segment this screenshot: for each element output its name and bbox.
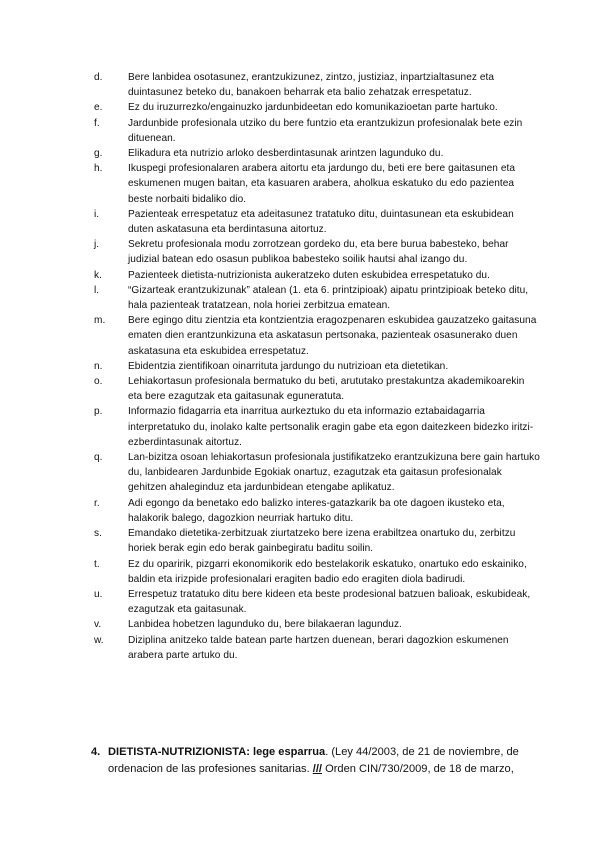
list-item: [94, 283, 540, 313]
list-item-text: Informazio fidagarria eta inarritua aurkeztuko du eta informazio eztabaidagarria interpretatuko du, inolako kalte pertsonalik eragin gabe eta egon daitezkeen bidezko iritzi-ezberdintasunak aitortuz.: [128, 406, 534, 448]
section-body: [108, 744, 545, 778]
list-item-marker: e.: [94, 102, 103, 114]
list-item-text: Jardunbide profesionala utziko du bere funtzio eta erantzukizun profesionalak bete ezin dituenean.: [128, 117, 523, 144]
list-item: [94, 237, 540, 267]
section-law-reference: . (Ley 44/2003, de 21 de noviembre, de ordenacion de las profesiones sanitarias.: [108, 746, 519, 775]
list-item: [94, 100, 540, 115]
list-item-text: Bere egingo ditu zientzia eta kontzientzia eragozpenaren eskubidea gauzatzeko gaitasuna ematen dien erantzunkizuna eta askatasun pertsonaka, pazienteak osasunerako duen askatasuna eta eskubidea errespetatuz.: [128, 315, 537, 357]
list-item-text: Pazienteak errespetatuz eta adeitasunez tratatuko ditu, duintasunean eta eskubidean duten askatasuna eta berdintasuna aitortuz.: [128, 208, 514, 236]
list-item-marker: v.: [94, 619, 102, 631]
list-item: [94, 633, 540, 663]
list-item: [94, 116, 540, 146]
list-item-marker: d.: [94, 72, 103, 83]
list-item-text: Ebidentzia zientifikoan oinarrituta jardungo du nutrizioan eta dietetikan.: [128, 360, 449, 372]
list-item-marker: l.: [94, 284, 100, 296]
list-item-text: Lanbidea hobetzen lagunduko du, bere bilakaeran lagunduz.: [128, 619, 402, 631]
list-item: [94, 557, 540, 587]
list-item: [94, 268, 540, 283]
list-item-text: Errespetuz tratatuko ditu bere kideen eta beste prodesional batzuen balioak, eskubideak, ezagutzak eta gaitasunak.: [128, 588, 531, 616]
list-item-text: Pazienteek dietista-nutrizionista aukeratzeko duten eskubidea errespetatuko du.: [128, 269, 490, 281]
list-item-text: Lan-bizitza osoan lehiakortasun profesionala justifikatzeko erantzukizuna bere gain hartuko du, lanbidearen Jardunbide Egokiak onartuz, ezagutzak eta gaitasun profesionalak gehitzen ahaleginduz eta jardunbidean etengabe aplikatuz.: [128, 452, 540, 494]
list-item: [94, 404, 540, 450]
list-item-text: Bere lanbidea osotasunez, erantzukizunez, zintzo, justiziaz, inpartzialtasunez eta duintasunez beteko du, banakoen beharrak eta balio zehatzak errespetatuz.: [128, 72, 495, 99]
list-item-marker: n.: [94, 360, 103, 372]
list-item-marker: t.: [94, 558, 100, 570]
list-item-text: Ez du iruzurrezko/engainuzko jardunbideetan edo komunikazioetan parte hartuko.: [128, 102, 498, 114]
list-item-text: Emandako dietetika-zerbitzuak ziurtatzeko bere izena erabiltzea onartuko du, zerbitzu horiek berak egin edo berak gainbegiratu baditu soilin.: [128, 528, 516, 555]
list-item-text: Ez du oparirik, pizgarri ekonomikorik edo bestelakorik eskatuko, onartuko edo eskainiko, baldin eta irizpide profesionalari eragiten badio edo eragiten diola badirudi.: [128, 558, 527, 585]
list-item-marker: m.: [94, 315, 106, 327]
list-item: [94, 374, 540, 404]
list-item-marker: r.: [94, 497, 100, 509]
list-item: [94, 450, 540, 496]
list-item-marker: h.: [94, 163, 103, 175]
list-item-text: Adi egongo da benetako edo balizko interes-gatazkarik ba ote dagoen ikusteko eta, halakorik balego, dagozkion neurriak hartuko ditu.: [128, 497, 505, 524]
list-item: [94, 587, 540, 617]
list-item-marker: f.: [94, 117, 100, 129]
list-item-marker: k.: [94, 269, 102, 281]
section-number: 4.: [91, 746, 101, 758]
list-item-text: Ikuspegi profesionalaren arabera aitortu eta jardungo du, beti ere bere gaitasunen eta eskumenen mugen baitan, eta kasuaren arabera, aholkua eskatuko du edo pazientea beste norbaiti bidaliko dio.: [128, 163, 516, 205]
list-item-text: “Gizarteak erantzukizunak” atalean (1. eta 6. printzipioak) aipatu printzipioak beteko ditu, hala pazienteak tratatzean, nola horiei zerbitzua ematean.: [128, 284, 529, 312]
list-item-marker: j.: [94, 239, 100, 251]
list-item-text: Sekretu profesionala modu zorrotzean gordeko du, eta bere burua babesteko, behar judizial batean edo osasun publikoa babesteko soilik hautsi ahal izango du.: [128, 239, 509, 266]
section-order-reference: Orden CIN/730/2009, de 18 de marzo,: [322, 763, 514, 775]
list-item-marker: i.: [94, 208, 100, 220]
list-item: [94, 526, 540, 556]
list-item-marker: w.: [94, 634, 104, 646]
list-item-text: Elikadura eta nutrizio arloko desberdintasunak arintzen lagunduko du.: [128, 148, 444, 160]
list-item: [94, 617, 540, 632]
list-item-marker: u.: [94, 588, 103, 600]
list-item: [94, 161, 540, 207]
list-item: [94, 359, 540, 374]
list-item: [94, 70, 540, 100]
section-separator: ///: [312, 763, 322, 775]
list-item-marker: p.: [94, 406, 103, 418]
section-title: DIETISTA-NUTRIZIONISTA: lege esparrua: [108, 746, 326, 758]
list-item-marker: g.: [94, 148, 103, 160]
list-item: [94, 496, 540, 526]
list-item: [94, 207, 540, 237]
list-item-marker: s.: [94, 528, 102, 540]
list-item: [94, 146, 540, 161]
ethics-principles-list: [94, 70, 540, 663]
section-4: [91, 744, 545, 778]
list-item-text: Lehiakortasun profesionala bermatuko du beti, arututako prestakuntza akademikoarekin eta bere ezagutzak eta gaitasunak eguneratuta.: [128, 376, 525, 403]
list-item-marker: o.: [94, 376, 103, 388]
list-item: [94, 313, 540, 359]
list-item-marker: q.: [94, 452, 103, 464]
list-item-text: Diziplina anitzeko talde batean parte hartzen duenean, berari dagozkion eskumenen arabera parte artuko du.: [128, 634, 509, 661]
